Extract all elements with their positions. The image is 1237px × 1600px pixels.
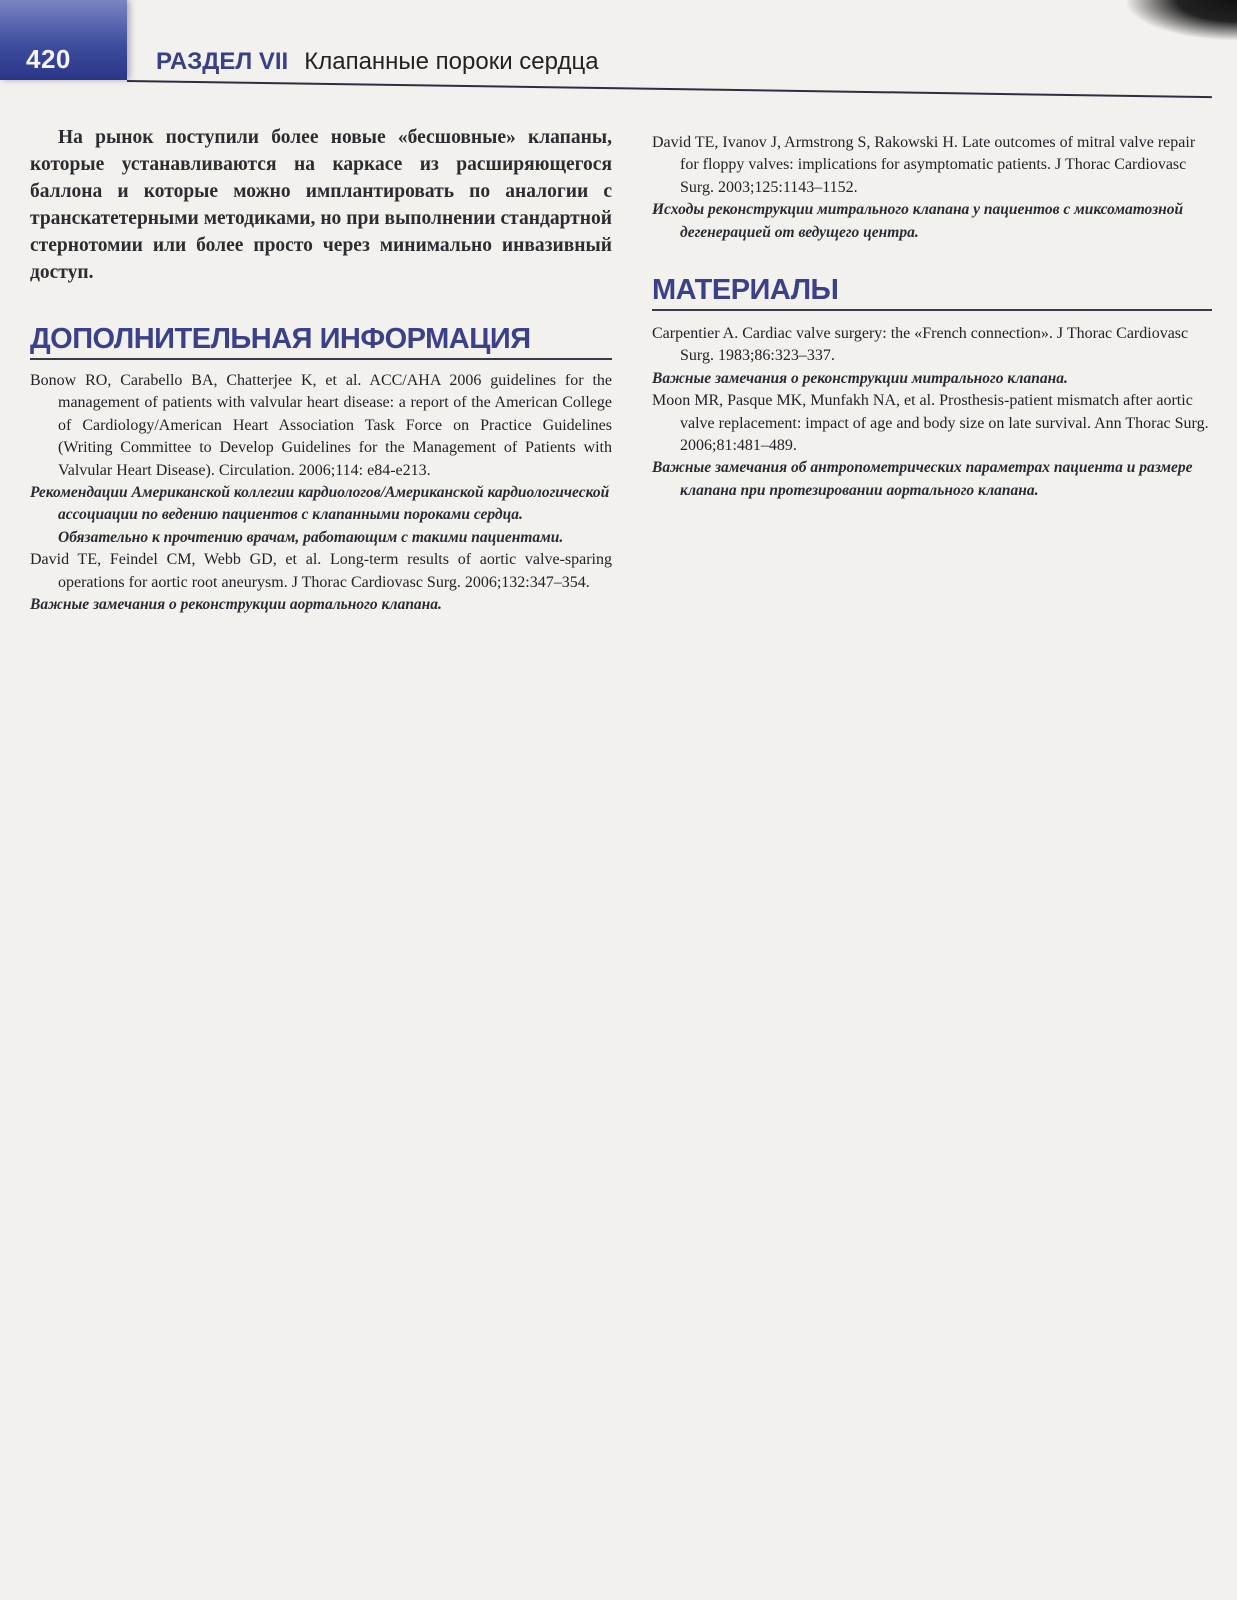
page-number: 420 [26,44,71,74]
reference-citation: Bonow RO, Carabello BA, Chatterjee K, et al. ACC/AHA 2006 guidelines for the management of patients with valvular heart disease: a report of the American College of Cardiology/American Heart Association Task Force on Practice Guidelines (Writing Committee to Develop Guidelines for the Management of Patients with Valvular Heart Disease). Circulation. 2006;114: e84-e213. [30,372,612,479]
right-column [652,132,1212,502]
reference-note: Важные замечания о реконструкции аортального клапана. [30,596,442,614]
header-rule [127,80,1212,98]
reference-note: Важные замечания об антропометрических параметрах пациента и размере клапана при протезировании аортального клапана. [652,459,1193,499]
running-head [156,48,599,76]
reference-note: Исходы реконструкции митрального клапана у пациентов с миксоматозной дегенерацией от ведущего центра. [652,201,1184,241]
page-corner-shadow [1127,0,1237,40]
reference-citation: Moon MR, Pasque MK, Munfakh NA, et al. Prosthesis-patient mismatch after aortic valve replacement: impact of age and body size on late survival. Ann Thorac Surg. 2006;81:481–489. [652,392,1209,455]
chapter-title: Клапанные пороки сердца [304,48,599,75]
reference-note: Важные замечания о реконструкции митрального клапана. [652,369,1068,387]
left-column [30,124,612,616]
further-reading-heading: ДОПОЛНИТЕЛЬНАЯ ИНФОРМАЦИЯ [30,323,612,360]
materials-heading: МАТЕРИАЛЫ [652,274,1212,311]
reference-citation: Carpentier A. Cardiac valve surgery: the «French connection». J Thorac Cardiovasc Surg. 1983;86:323–337. [652,325,1189,365]
reference-note: Рекомендации Американской коллегии кардиологов/Американской кардиологической ассоциации по ведению пациентов с клапанными пороками сердца. Обязательно к прочтению врачам, работающим с такими пациентами. [30,484,610,546]
reference-citation: David TE, Feindel CM, Webb GD, et al. Long-term results of aortic valve-sparing operations for aortic root aneurysm. J Thorac Cardiovasc Surg. 2006;132:347–354. [30,551,612,591]
body-paragraph: На рынок поступили более новые «бесшовные» клапаны, которые устанавливаются на каркасе из расширяющегося баллона и которые можно имплантировать по аналогии с транскатетерными методиками, но при выполнении стандартной стернотомии или более просто через минимально инвазивный доступ. [30,127,612,283]
section-label: РАЗДЕЛ VII [156,48,289,75]
reference-citation: David TE, Ivanov J, Armstrong S, Rakowski H. Late outcomes of mitral valve repair for floppy valves: implications for asymptomatic patients. J Thorac Cardiovasc Surg. 2003;125:1143–1152. [652,134,1196,196]
